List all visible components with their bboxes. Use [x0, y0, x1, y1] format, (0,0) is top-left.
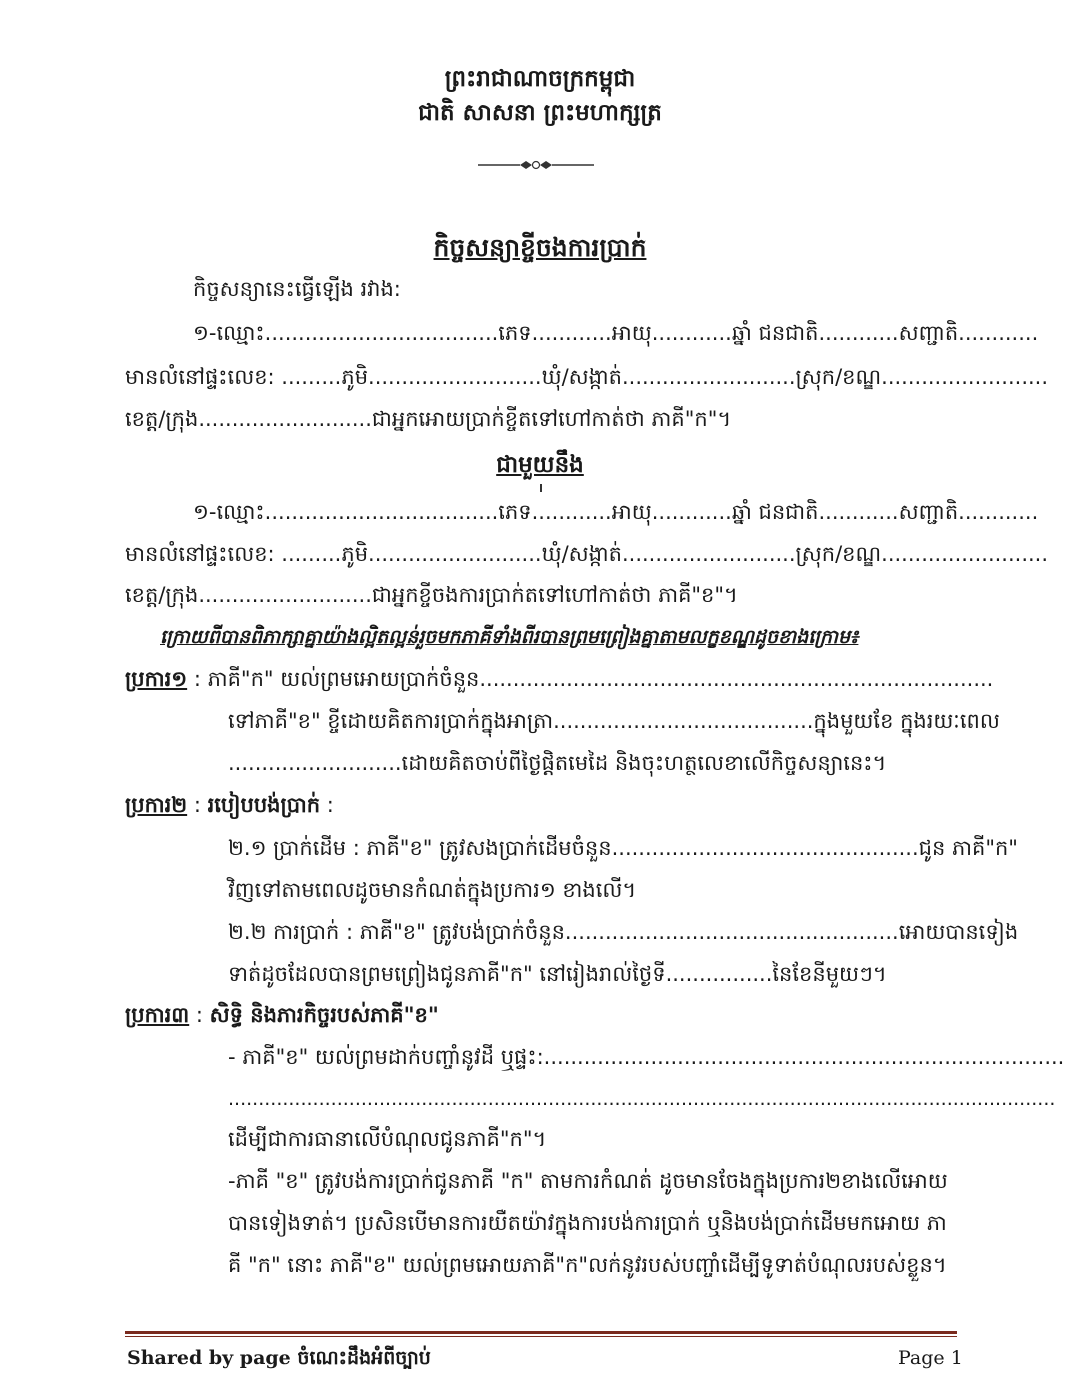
- stray-mark: [540, 484, 542, 492]
- footer-rule: [125, 1331, 957, 1334]
- article-2-label: ប្រការ២: [125, 793, 188, 817]
- article-3-line6: គី "ក" នោះ ភាគី"ខ" យល់ព្រមអោយភាគី"ក"លក់នូវរបស់បញ្ចាំដើម្បីទូទាត់បំណុលរបស់ខ្លួន។: [228, 1253, 947, 1277]
- article-3-label: ប្រការ៣: [125, 1003, 190, 1027]
- intro-text: កិច្ចសន្យានេះធ្វើឡើង រវាង:: [193, 277, 401, 301]
- article-1-sep: :: [187, 667, 208, 691]
- article-3-title: សិទ្ធិ និងភារកិច្ចរបស់ភាគី"ខ": [209, 1003, 439, 1027]
- footer-page-number: Page 1: [898, 1347, 963, 1369]
- article-3-line2: .........................................................................................................................................: [228, 1088, 1056, 1110]
- with-heading: ជាមួយនឹង: [496, 452, 584, 478]
- article-2-line4: ទាត់ដូចដែលបានព្រមព្រៀងជូនភាគី"ក" នៅរៀងរាល់ថ្ងៃទី................នៃខែនីមួយៗ។: [228, 962, 887, 986]
- article-2-line2: វិញទៅតាមពេលដូចមានកំណត់ក្នុងប្រការ១ ខាងលើ។: [228, 878, 637, 902]
- party-a-line1: ១-ឈ្មោះ...................................ភេទ............អាយុ............ឆ្នាំ ជនជាតិ............សញ្ជាតិ............: [193, 321, 1039, 345]
- party-b-line1: ១-ឈ្មោះ...................................ភេទ............អាយុ............ឆ្នាំ ជនជាតិ............សញ្ជាតិ............: [193, 500, 1039, 524]
- party-a-line3: ខេត្ត/ក្រុង..........................ជាអ្នកអោយប្រាក់ខ្ចីតទៅហៅកាត់ថា ភាគី"ក"។: [125, 407, 732, 431]
- article-3-line1: - ភាគី"ខ" យល់ព្រមដាក់បញ្ចាំនូវដី ឬផ្ទះ:..............................................................................: [228, 1045, 1065, 1069]
- article-2-sep: :: [187, 793, 208, 817]
- article-3-sep: :: [189, 1003, 210, 1027]
- contract-title: កិច្ចសន្យាខ្ចីចងការប្រាក់: [433, 233, 647, 262]
- article-3-line4: -ភាគី "ខ" ត្រូវបង់ការប្រាក់ជូនភាគី "ក" តាមការកំណត់ ដូចមានចែងក្នុងប្រការ២ខាងលើអោយ: [228, 1169, 948, 1193]
- footer-rule-thin: [125, 1336, 957, 1337]
- footer-page-name: ចំណេះដឹងអំពីច្បាប់: [297, 1347, 431, 1369]
- article-2-line1: ២.១ ប្រាក់ដើម : ភាគី"ខ" ត្រូវសងប្រាក់ដើមចំនួន..............................................ជូន ភាគី"ក": [228, 836, 1018, 860]
- kingdom-title: ព្រះរាជាណាចក្រកម្ពុជា: [444, 66, 636, 92]
- article-1-line3: ..........................ដោយគិតចាប់ពីថ្ងៃផ្តិតមេដៃ និងចុះហត្ថលេខាលើកិច្ចសន្យានេះ។: [228, 751, 887, 775]
- agreement-heading: ក្រោយពីបានពិភាក្សាគ្នាយ៉ាងល្អិតល្អន់រួចមកភាគីទាំងពីរបានព្រមព្រៀងគ្នាតាមលក្ខខណ្ឌដូចខាងក្រោម៖: [160, 626, 859, 648]
- article-3-line5: បានទៀងទាត់។ ប្រសិនបើមានការយឺតយ៉ាវក្នុងការបង់ការប្រាក់ ឬនិងបង់ប្រាក់ដើមមកអោយ ភា: [228, 1211, 947, 1235]
- footer-shared-by: [127, 1344, 431, 1372]
- party-a-line2: មានលំនៅផ្ទះលេខ: .........ភូមិ..........................ឃុំ/សង្កាត់..........................ស្រុក/ខណ្ឌ.........................: [125, 365, 1049, 389]
- article-2-header: [125, 790, 334, 820]
- article-1-header: [125, 664, 993, 694]
- article-3-header: [125, 1000, 439, 1030]
- article-1-line1: ភាគី"ក" យល់ព្រមអោយប្រាក់ចំនួន.............................................................................: [207, 667, 994, 691]
- article-1-label: ប្រការ១: [125, 667, 188, 691]
- article-2-title: របៀបបង់ប្រាក់: [207, 793, 321, 817]
- footer-shared-label: Shared by page: [127, 1347, 291, 1369]
- article-3-line3: ដើម្បីជាការធានាលើបំណុលជូនភាគី"ក"។: [228, 1127, 547, 1151]
- article-2-title-suffix: :: [320, 793, 334, 817]
- party-b-line3: ខេត្ត/ក្រុង..........................ជាអ្នកខ្ចីចងការប្រាក់តទៅហៅកាត់ថា ភាគី"ខ"។: [125, 583, 738, 607]
- nation-motto: ជាតិ សាសនា ព្រះមហាក្សត្រ: [418, 100, 662, 126]
- article-2-line3: ២.២ ការប្រាក់ : ភាគី"ខ" ត្រូវបង់ប្រាក់ចំនួន..................................................អោយបានទៀង: [228, 920, 1019, 944]
- party-b-line2: មានលំនៅផ្ទះលេខ: .........ភូមិ..........................ឃុំ/សង្កាត់..........................ស្រុក/ខណ្ឌ.........................: [125, 542, 1049, 566]
- article-1-line2: ទៅភាគី"ខ" ខ្ចីដោយគិតការប្រាក់ក្នុងអាត្រា.......................................ក្នុងមួយខែ ក្នុងរយៈពេល: [228, 709, 1000, 733]
- ornament-divider-icon: [478, 155, 594, 175]
